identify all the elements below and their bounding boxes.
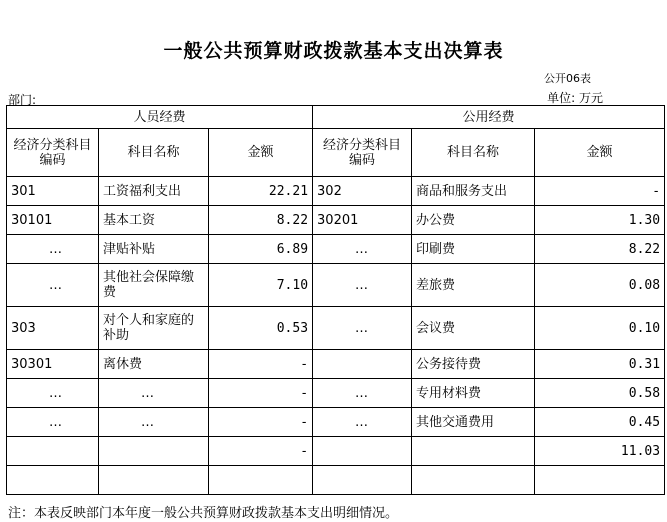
right-amount-cell: 11.03 bbox=[535, 437, 665, 466]
left-amount-cell: - bbox=[209, 350, 313, 379]
right-name-cell: 公务接待费 bbox=[412, 350, 535, 379]
left-code-cell: … bbox=[7, 235, 99, 264]
right-amount-cell bbox=[535, 466, 665, 495]
right-code-cell: 302 bbox=[313, 177, 412, 206]
right-code-cell: … bbox=[313, 307, 412, 350]
left-amount-cell: - bbox=[209, 408, 313, 437]
right-code-cell: 30201 bbox=[313, 206, 412, 235]
right-code-cell: … bbox=[313, 379, 412, 408]
left-code-cell: 301 bbox=[7, 177, 99, 206]
right-amount-cell: 0.08 bbox=[535, 264, 665, 307]
table-row bbox=[7, 235, 665, 264]
right-amount-cell: 0.45 bbox=[535, 408, 665, 437]
expenditure-table bbox=[6, 105, 665, 495]
right-code-cell: … bbox=[313, 264, 412, 307]
left-code-cell: 303 bbox=[7, 307, 99, 350]
left-code-cell bbox=[7, 437, 99, 466]
right-name-cell: 办公费 bbox=[412, 206, 535, 235]
left-amount-cell: - bbox=[209, 379, 313, 408]
table-row bbox=[7, 264, 665, 307]
right-code-cell bbox=[313, 350, 412, 379]
right-amount-cell: 1.30 bbox=[535, 206, 665, 235]
table-row bbox=[7, 206, 665, 235]
section-header-row bbox=[7, 106, 665, 129]
left-name-cell: … bbox=[99, 408, 209, 437]
column-header-row bbox=[7, 129, 665, 177]
left-code-cell: 30301 bbox=[7, 350, 99, 379]
right-amount-cell: 0.58 bbox=[535, 379, 665, 408]
right-amount-cell: - bbox=[535, 177, 665, 206]
table-row bbox=[7, 408, 665, 437]
left-name-cell: 对个人和家庭的补助 bbox=[99, 307, 209, 350]
left-amount-cell: 8.22 bbox=[209, 206, 313, 235]
table-row bbox=[7, 466, 665, 495]
left-name-cell: 其他社会保障缴费 bbox=[99, 264, 209, 307]
table-row bbox=[7, 437, 665, 466]
right-name-cell bbox=[412, 466, 535, 495]
dept-label: 部门: bbox=[8, 93, 37, 107]
left-name-cell bbox=[99, 437, 209, 466]
left-code-cell bbox=[7, 466, 99, 495]
section-public: 公用经费 bbox=[313, 106, 665, 129]
table-row bbox=[7, 307, 665, 350]
right-code-cell: … bbox=[313, 235, 412, 264]
left-amount-cell: - bbox=[209, 437, 313, 466]
left-code-cell: … bbox=[7, 408, 99, 437]
right-name-cell: 专用材料费 bbox=[412, 379, 535, 408]
left-amount-cell: 22.21 bbox=[209, 177, 313, 206]
form-code: 公开06表 bbox=[544, 72, 591, 85]
left-code-cell: 30101 bbox=[7, 206, 99, 235]
right-amount-cell: 0.31 bbox=[535, 350, 665, 379]
right-code-cell: … bbox=[313, 408, 412, 437]
header-code-right: 经济分类科目 编码 bbox=[313, 129, 412, 177]
right-name-cell: 其他交通费用 bbox=[412, 408, 535, 437]
right-name-cell: 差旅费 bbox=[412, 264, 535, 307]
right-amount-cell: 8.22 bbox=[535, 235, 665, 264]
left-amount-cell: 6.89 bbox=[209, 235, 313, 264]
left-code-cell: … bbox=[7, 379, 99, 408]
left-name-cell: 基本工资 bbox=[99, 206, 209, 235]
right-name-cell bbox=[412, 437, 535, 466]
left-name-cell: 津贴补贴 bbox=[99, 235, 209, 264]
header-amount-left: 金额 bbox=[209, 129, 313, 177]
left-amount-cell: 7.10 bbox=[209, 264, 313, 307]
left-name-cell: 工资福利支出 bbox=[99, 177, 209, 206]
right-code-cell bbox=[313, 437, 412, 466]
header-amount-right: 金额 bbox=[535, 129, 665, 177]
unit-label: 单位: 万元 bbox=[547, 91, 603, 105]
table-row bbox=[7, 350, 665, 379]
right-name-cell: 会议费 bbox=[412, 307, 535, 350]
right-name-cell: 商品和服务支出 bbox=[412, 177, 535, 206]
left-amount-cell: 0.53 bbox=[209, 307, 313, 350]
left-name-cell: 离休费 bbox=[99, 350, 209, 379]
page-title: 一般公共预算财政拨款基本支出决算表 bbox=[163, 40, 504, 62]
section-personnel: 人员经费 bbox=[7, 106, 313, 129]
right-name-cell: 印刷费 bbox=[412, 235, 535, 264]
left-amount-cell bbox=[209, 466, 313, 495]
left-name-cell: … bbox=[99, 379, 209, 408]
right-code-cell bbox=[313, 466, 412, 495]
left-name-cell bbox=[99, 466, 209, 495]
table-row bbox=[7, 379, 665, 408]
header-code-left: 经济分类科目 编码 bbox=[7, 129, 99, 177]
table-row bbox=[7, 177, 665, 206]
header-name-right: 科目名称 bbox=[412, 129, 535, 177]
header-name-left: 科目名称 bbox=[99, 129, 209, 177]
footnote: 注：本表反映部门本年度一般公共预算财政拨款基本支出明细情况。 bbox=[8, 506, 399, 521]
table-body bbox=[7, 177, 665, 495]
left-code-cell: … bbox=[7, 264, 99, 307]
right-amount-cell: 0.10 bbox=[535, 307, 665, 350]
